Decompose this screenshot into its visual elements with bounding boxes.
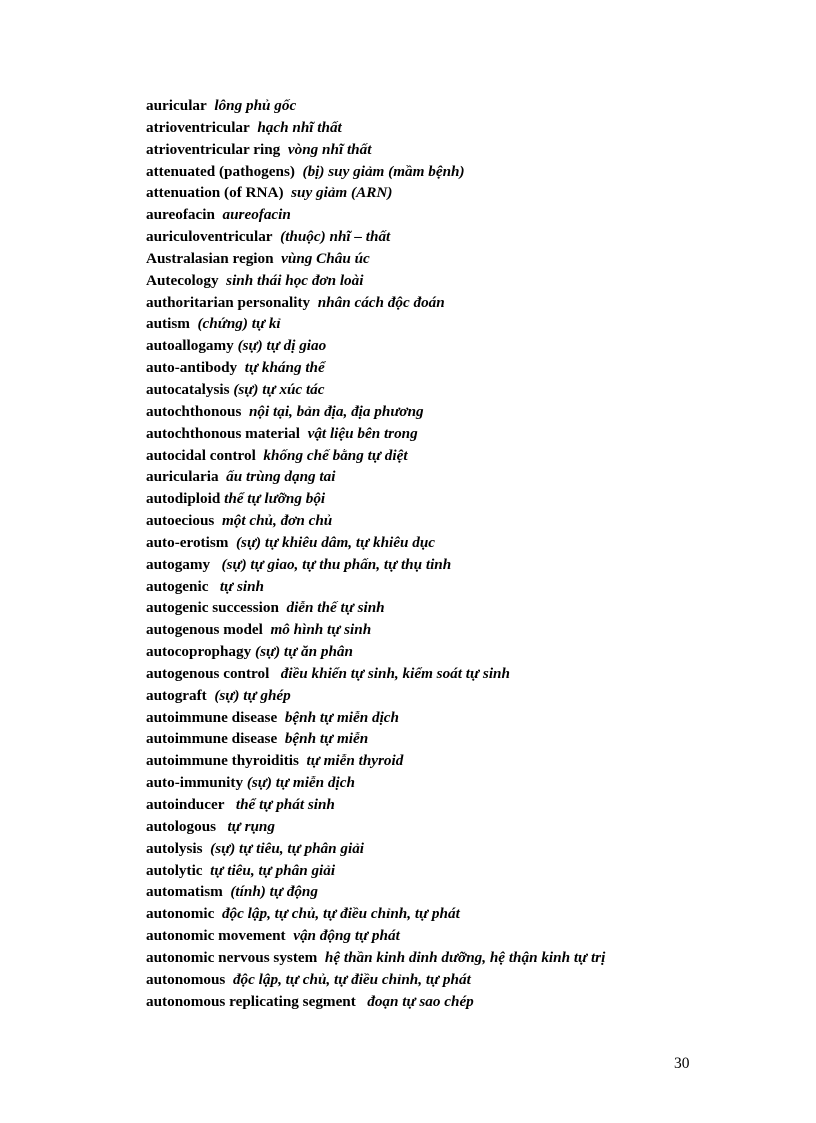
glossary-entry	[146, 728, 706, 750]
entry-term: autochthonous	[146, 402, 242, 420]
entry-term: autogenous model	[146, 621, 263, 639]
entry-definition: aureofacin	[222, 206, 291, 224]
glossary-entry	[146, 969, 706, 991]
glossary-entry	[146, 335, 706, 357]
glossary-entry	[146, 554, 706, 576]
entry-term: autodiploid	[146, 490, 221, 508]
glossary-entry	[146, 576, 706, 598]
entry-term: autogenous control	[146, 664, 270, 682]
entry-definition: vòng nhĩ thất	[287, 140, 372, 158]
entry-definition: suy giảm (ARN)	[291, 184, 393, 202]
page-number: 30	[674, 1055, 690, 1072]
entry-definition: đoạn tự sao chép	[367, 992, 474, 1010]
entry-definition: tự miễn thyroid	[306, 752, 404, 770]
entry-term: autologous	[146, 817, 217, 835]
entry-definition: bệnh tự miễn dịch	[284, 708, 399, 726]
entry-term: auto-erotism	[146, 533, 229, 551]
entry-term: autoimmune disease	[146, 730, 278, 748]
entry-term: autogenic	[146, 577, 209, 595]
entry-definition: độc lập, tự chủ, tự điều chỉnh, tự phát	[221, 905, 460, 923]
entry-definition: (thuộc) nhĩ – thất	[280, 228, 391, 246]
glossary-entries	[146, 95, 706, 1012]
entry-definition: vật liệu bên trong	[307, 424, 418, 442]
entry-definition: bệnh tự miễn	[284, 730, 369, 748]
entry-definition: ấu trùng dạng tai	[226, 468, 336, 486]
entry-term: autochthonous material	[146, 424, 300, 442]
entry-definition: một chủ, đơn chủ	[221, 512, 333, 530]
entry-term: autonomic movement	[146, 927, 286, 945]
entry-definition: (sự) tự xúc tác	[233, 380, 325, 398]
glossary-entry	[146, 117, 706, 139]
glossary-entry	[146, 204, 706, 226]
glossary-entry	[146, 597, 706, 619]
glossary-entry	[146, 488, 706, 510]
glossary-entry	[146, 860, 706, 882]
entry-term: autograft	[146, 686, 207, 704]
entry-definition: tự kháng thể	[244, 359, 325, 377]
glossary-entry	[146, 772, 706, 794]
entry-definition: vận động tự phát	[293, 927, 400, 945]
entry-term: autonomous replicating segment	[146, 992, 356, 1010]
entry-definition: (sự) tự dị giao	[237, 337, 327, 355]
glossary-entry	[146, 903, 706, 925]
entry-term: automatism	[146, 883, 223, 901]
entry-term: Australasian region	[146, 249, 274, 267]
entry-term: autolysis	[146, 839, 203, 857]
entry-term: autoimmune disease	[146, 708, 278, 726]
entry-definition: (sự) tự miễn dịch	[246, 774, 355, 792]
entry-term: autoimmune thyroiditis	[146, 752, 299, 770]
entry-definition: sinh thái học đơn loài	[226, 271, 364, 289]
glossary-entry	[146, 816, 706, 838]
entry-term: atrioventricular	[146, 118, 250, 136]
glossary-entry	[146, 357, 706, 379]
glossary-entry	[146, 423, 706, 445]
entry-term: autoecious	[146, 512, 215, 530]
entry-definition: độc lập, tự chủ, tự điều chỉnh, tự phát	[232, 970, 471, 988]
entry-term: authoritarian personality	[146, 293, 311, 311]
glossary-entry	[146, 445, 706, 467]
glossary-entry	[146, 685, 706, 707]
entry-definition: nhân cách độc đoán	[317, 293, 445, 311]
glossary-entry	[146, 379, 706, 401]
glossary-entry	[146, 510, 706, 532]
glossary-entry	[146, 707, 706, 729]
entry-definition: lông phủ gốc	[214, 97, 297, 114]
entry-definition: tự tiêu, tự phân giải	[210, 861, 336, 879]
entry-definition: nội tại, bản địa, địa phương	[248, 402, 424, 420]
entry-term: autonomous	[146, 970, 226, 988]
glossary-entry	[146, 466, 706, 488]
entry-definition: (bị) suy giảm (mầm bệnh)	[302, 162, 465, 180]
entry-term: autonomic	[146, 905, 215, 923]
entry-definition: tự sinh	[219, 577, 264, 595]
glossary-entry	[146, 401, 706, 423]
glossary-entry	[146, 663, 706, 685]
glossary-entry	[146, 313, 706, 335]
entry-term: autocoprophagy	[146, 643, 252, 661]
entry-term: atrioventricular ring	[146, 140, 281, 158]
entry-term: autogamy	[146, 555, 211, 573]
entry-term: autoallogamy	[146, 337, 234, 355]
glossary-entry	[146, 881, 706, 903]
entry-definition: diễn thế tự sinh	[286, 599, 385, 617]
glossary-entry	[146, 947, 706, 969]
entry-term: autolytic	[146, 861, 203, 879]
entry-definition: (sự) tự giao, tự thu phấn, tự thụ tinh	[221, 555, 452, 573]
glossary-entry	[146, 139, 706, 161]
entry-definition: khống chế bằng tự diệt	[263, 446, 408, 464]
glossary-entry	[146, 161, 706, 183]
entry-term: autogenic succession	[146, 599, 279, 617]
glossary-entry	[146, 292, 706, 314]
glossary-entry	[146, 226, 706, 248]
glossary-entry	[146, 641, 706, 663]
glossary-entry	[146, 750, 706, 772]
glossary-entry	[146, 248, 706, 270]
entry-term: aureofacin	[146, 206, 215, 224]
entry-definition: (chứng) tự kỉ	[197, 315, 281, 333]
entry-definition: vùng Châu úc	[281, 249, 370, 267]
entry-term: attenuated (pathogens)	[146, 162, 295, 180]
entry-definition: (sự) tự ăn phân	[255, 643, 353, 661]
glossary-entry	[146, 991, 706, 1013]
glossary-entry	[146, 182, 706, 204]
entry-definition: mô hình tự sinh	[270, 621, 372, 639]
entry-definition: (tính) tự động	[230, 883, 318, 901]
glossary-entry	[146, 95, 706, 117]
glossary-entry	[146, 532, 706, 554]
entry-definition: (sự) tự khiêu dâm, tự khiêu dục	[235, 533, 436, 551]
entry-term: autocatalysis	[146, 380, 230, 398]
entry-term: autocidal control	[146, 446, 256, 464]
entry-term: auto-immunity	[146, 774, 244, 792]
entry-term: autonomic nervous system	[146, 948, 318, 966]
entry-definition: (sự) tự ghép	[214, 686, 291, 704]
entry-definition: tự rụng	[227, 817, 275, 835]
entry-term: auto-antibody	[146, 359, 238, 377]
glossary-entry	[146, 838, 706, 860]
entry-term: auricular	[146, 97, 207, 114]
entry-term: autism	[146, 315, 190, 333]
entry-definition: hệ thần kinh dinh dưỡng, hệ thận kinh tự trị	[324, 948, 606, 966]
glossary-entry	[146, 619, 706, 641]
glossary-entry	[146, 270, 706, 292]
entry-term: Autecology	[146, 271, 219, 289]
entry-definition: điều khiển tự sinh, kiểm soát tự sinh	[280, 664, 510, 682]
entry-term: autoinducer	[146, 796, 225, 813]
glossary-entry	[146, 794, 706, 816]
entry-definition: thể tự lưỡng bội	[224, 490, 326, 508]
entry-term: auriculoventricular	[146, 228, 273, 246]
entry-definition: hạch nhĩ thất	[257, 118, 342, 136]
entry-definition: (sự) tự tiêu, tự phân giải	[210, 839, 365, 857]
entry-term: auricularia	[146, 468, 219, 486]
entry-term: attenuation (of RNA)	[146, 184, 284, 202]
entry-definition: thể tự phát sinh	[235, 796, 335, 813]
glossary-entry	[146, 925, 706, 947]
